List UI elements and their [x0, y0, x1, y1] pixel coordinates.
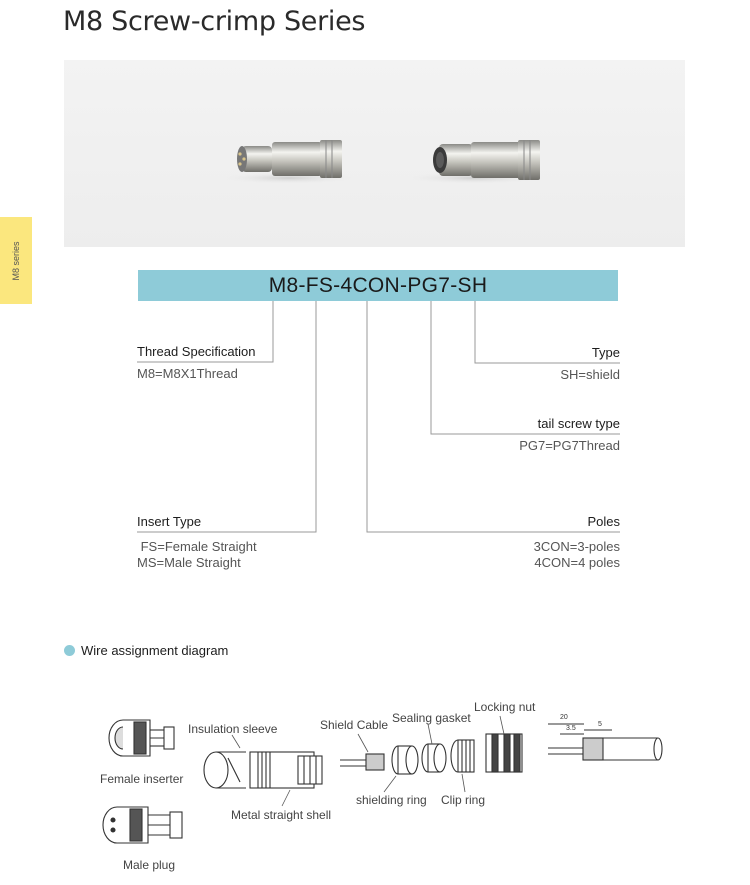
- poles-value-2: 4CON=4 poles: [534, 555, 620, 570]
- female-inserter-drawing: [109, 720, 174, 756]
- thread-spec-label: Thread Specification: [137, 344, 256, 359]
- insulation-sleeve-drawing: [204, 752, 246, 788]
- insert-type-value-2: MS=Male Straight: [137, 555, 241, 570]
- insert-type-label: Insert Type: [137, 514, 202, 529]
- clip-ring-drawing: [451, 740, 474, 772]
- shield-cable-drawing: [340, 754, 384, 770]
- insert-type-value-1: FS=Female Straight: [137, 539, 257, 554]
- locking-nut-drawing: [486, 734, 522, 772]
- tail-screw-label: tail screw type: [537, 416, 620, 431]
- part-number-bar: M8-FS-4CON-PG7-SH: [138, 270, 618, 301]
- male-plug-label: Male plug: [123, 858, 176, 872]
- metal-shell-label: Metal straight shell: [231, 808, 332, 822]
- sealing-gasket-drawing: [422, 744, 446, 772]
- shield-cable-label: Shield Cable: [320, 718, 389, 732]
- wire-assignment-title: Wire assignment diagram: [81, 643, 229, 658]
- page-title: M8 Screw-crimp Series: [63, 6, 366, 37]
- sealing-gasket-label: Sealing gasket: [392, 711, 471, 725]
- shielding-ring-drawing: [392, 746, 418, 774]
- dimension-5: 5: [598, 721, 602, 728]
- poles-value-1: 3CON=3-poles: [533, 539, 620, 554]
- side-tab-label: M8 series: [11, 240, 21, 281]
- thread-spec-value: M8=M8X1Thread: [137, 366, 238, 381]
- dimension-20: 20: [560, 714, 568, 721]
- type-label: Type: [591, 345, 620, 360]
- male-plug-drawing: [103, 807, 182, 843]
- poles-label: Poles: [587, 514, 620, 529]
- type-value: SH=shield: [560, 367, 620, 382]
- metal-shell-drawing: [250, 752, 322, 788]
- tail-screw-value: PG7=PG7Thread: [519, 438, 620, 453]
- insulation-sleeve-label: Insulation sleeve: [188, 722, 278, 736]
- shielding-ring-label: shielding ring: [356, 793, 427, 807]
- dimension-3-5: 3.5: [566, 725, 576, 732]
- female-inserter-label: Female inserter: [100, 772, 184, 786]
- clip-ring-label: Clip ring: [441, 793, 486, 807]
- locking-nut-label: Locking nut: [474, 700, 536, 714]
